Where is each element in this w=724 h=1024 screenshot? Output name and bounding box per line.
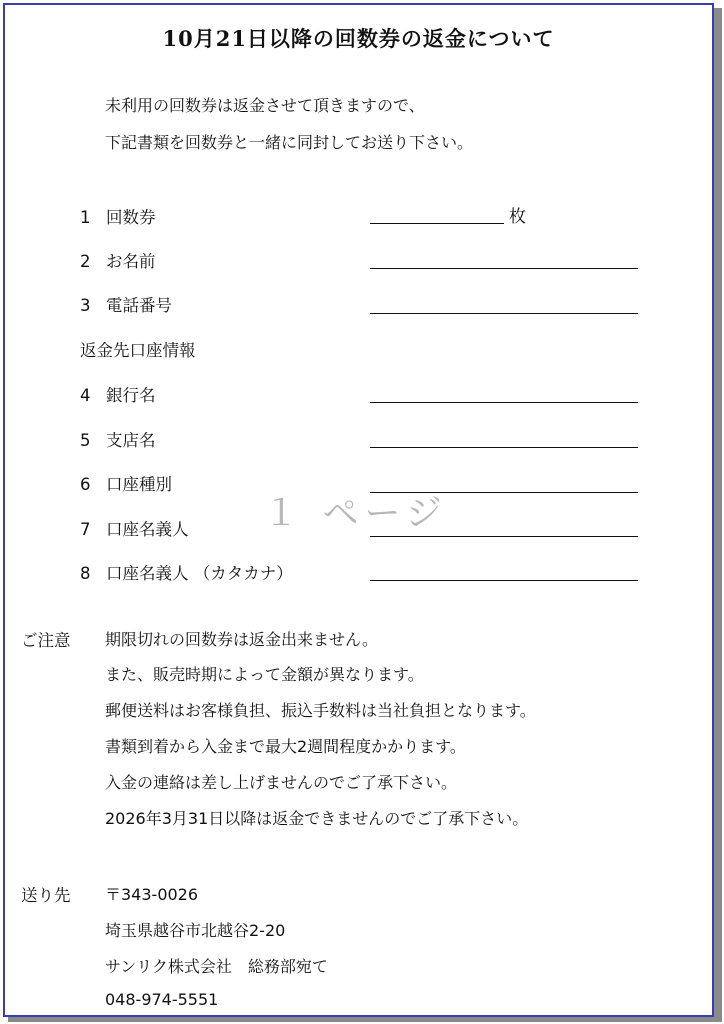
phone-field[interactable] xyxy=(370,313,638,314)
item-phone xyxy=(80,292,172,316)
note-line: 期限切れの回数券は返金出来ません。 xyxy=(105,630,378,649)
refund-account-section-label: 返金先口座情報 xyxy=(80,341,196,360)
item-number: 6 xyxy=(80,475,91,494)
item-number: 1 xyxy=(80,208,91,227)
ticket-unit: 枚 xyxy=(509,207,526,227)
address-company: サンリク株式会社 総務部宛て xyxy=(105,957,328,976)
name-field[interactable] xyxy=(370,268,638,269)
item-number: 3 xyxy=(80,296,91,315)
item-bank-name xyxy=(80,382,156,406)
ticket-count-field[interactable] xyxy=(370,223,504,224)
item-label: 口座名義人 xyxy=(106,520,189,539)
item-label: 支店名 xyxy=(106,431,156,450)
item-account-holder xyxy=(80,516,189,540)
item-number: 7 xyxy=(80,520,91,539)
item-number: 5 xyxy=(80,431,91,450)
bank-name-field[interactable] xyxy=(370,402,638,403)
item-number: 2 xyxy=(80,252,91,271)
note-line: また、販売時期によって金額が異なります。 xyxy=(105,665,424,684)
document-title: 10月21日以降の回数券の返金について xyxy=(162,26,555,51)
item-account-type xyxy=(80,471,172,495)
note-line: 2026年3月31日以降は返金できませんのでご了承下さい。 xyxy=(105,809,529,828)
intro-line-1: 未利用の回数券は返金させて頂きますので、 xyxy=(105,96,425,115)
item-label: 口座名義人 （カタカナ） xyxy=(106,564,293,583)
account-holder-kana-field[interactable] xyxy=(370,580,638,581)
item-number: 8 xyxy=(80,564,91,583)
item-label: 回数券 xyxy=(106,208,156,227)
item-label: 口座種別 xyxy=(106,475,172,494)
address-phone: 048-974-5551 xyxy=(105,990,219,1009)
item-label: 電話番号 xyxy=(106,296,172,315)
address-heading: 送り先 xyxy=(21,886,71,905)
page-watermark: １ ページ xyxy=(263,493,448,534)
address-street: 埼玉県越谷市北越谷2-20 xyxy=(105,921,286,940)
item-label: お名前 xyxy=(106,252,156,271)
account-holder-field[interactable] xyxy=(370,536,638,537)
item-branch-name xyxy=(80,427,156,451)
note-line: 郵便送料はお客様負担、振込手数料は当社負担となります。 xyxy=(105,701,536,720)
branch-name-field[interactable] xyxy=(370,447,638,448)
item-ticket-count xyxy=(80,204,156,228)
note-line: 入金の連絡は差し上げませんのでご了承下さい。 xyxy=(105,773,458,792)
item-number: 4 xyxy=(80,386,91,405)
note-line: 書類到着から入金まで最大2週間程度かかります。 xyxy=(105,737,466,756)
intro-line-2: 下記書類を回数券と一緒に同封してお送り下さい。 xyxy=(105,133,474,152)
item-name xyxy=(80,248,156,272)
document-page xyxy=(3,3,714,1017)
item-account-holder-kana xyxy=(80,560,293,584)
item-label: 銀行名 xyxy=(106,386,156,405)
notes-heading: ご注意 xyxy=(21,631,71,650)
address-postal-code: 〒343-0026 xyxy=(105,885,199,904)
